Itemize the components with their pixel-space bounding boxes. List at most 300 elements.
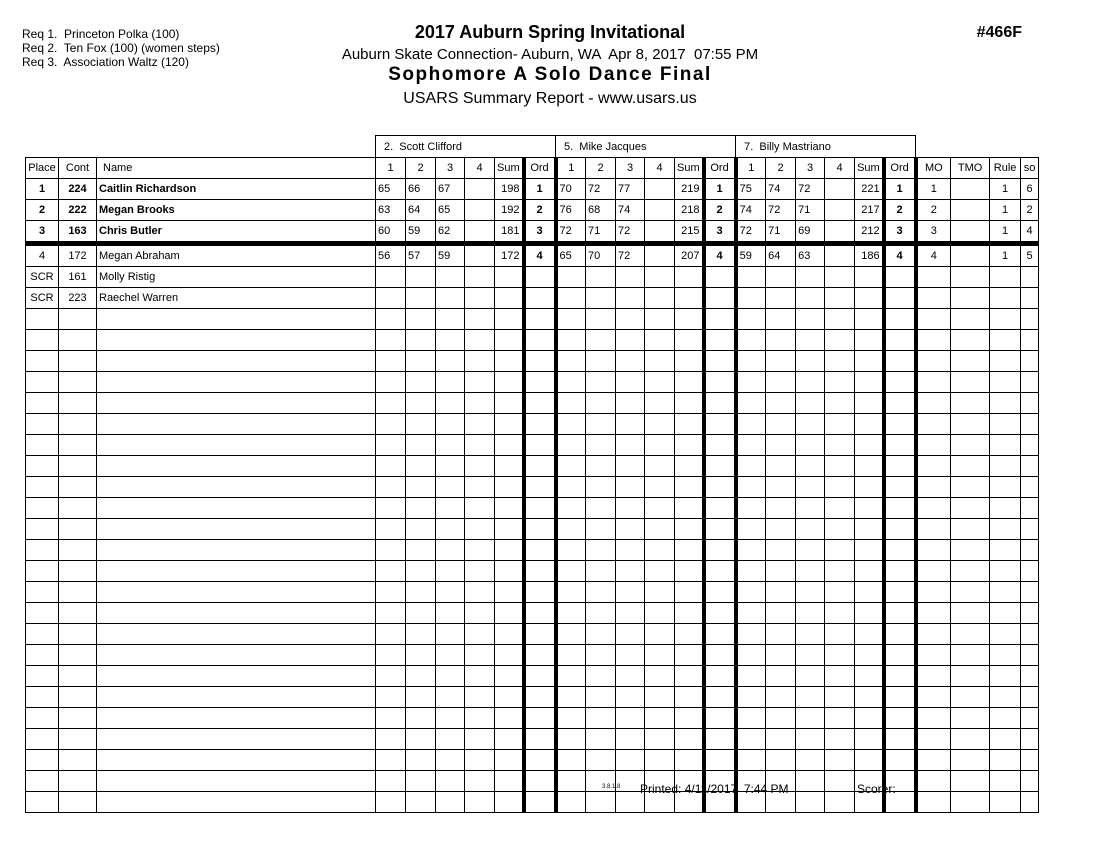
result-row-6 (26, 288, 1039, 309)
tmo-cell (951, 330, 990, 351)
score-cell (736, 435, 766, 456)
score-cell (645, 687, 675, 708)
col-header-judge2-ord: Ord (704, 158, 736, 179)
so-cell (1021, 330, 1039, 351)
ordinal-cell (524, 498, 556, 519)
sum-cell (495, 561, 524, 582)
contestant-number-cell (59, 519, 97, 540)
skater-name-cell (97, 414, 376, 435)
col-header-judge2-4: 4 (645, 158, 675, 179)
so-cell (1021, 288, 1039, 309)
so-cell (1021, 414, 1039, 435)
contestant-number-cell (59, 624, 97, 645)
score-cell (796, 351, 825, 372)
so-cell (1021, 477, 1039, 498)
contestant-number-cell (59, 561, 97, 582)
place-cell (26, 771, 59, 792)
venue-date-line: Auburn Skate Connection- Auburn, WA Apr 8, 2017 07:55 PM (341, 46, 759, 63)
ordinal-cell (524, 372, 556, 393)
sum-cell (855, 372, 884, 393)
score-cell (825, 708, 855, 729)
contestant-number-cell (59, 309, 97, 330)
tmo-cell (951, 244, 990, 267)
tmo-cell (951, 645, 990, 666)
score-cell (645, 498, 675, 519)
score-cell (766, 729, 796, 750)
col-header-judge3-ord: Ord (884, 158, 916, 179)
score-cell (796, 645, 825, 666)
score-cell (556, 771, 586, 792)
skater-name-cell (97, 750, 376, 771)
score-cell (825, 200, 855, 221)
rule-cell (990, 750, 1021, 771)
score-cell (556, 372, 586, 393)
score-cell (825, 687, 855, 708)
score-cell (825, 561, 855, 582)
score-cell (376, 771, 406, 792)
sum-cell: 221 (855, 179, 884, 200)
sum-cell (675, 645, 704, 666)
contestant-number-cell (59, 477, 97, 498)
score-cell (825, 603, 855, 624)
sum-cell: 219 (675, 179, 704, 200)
score-cell (766, 603, 796, 624)
score-cell (616, 267, 645, 288)
contestant-number-cell (59, 666, 97, 687)
score-cell (406, 729, 436, 750)
score-cell (586, 351, 616, 372)
score-cell (406, 771, 436, 792)
empty-row (26, 393, 1039, 414)
score-cell (736, 393, 766, 414)
score-cell (406, 498, 436, 519)
score-cell (645, 393, 675, 414)
judge-row-spacer-right (916, 136, 1039, 158)
sum-cell (495, 309, 524, 330)
sum-cell (855, 330, 884, 351)
score-cell (556, 729, 586, 750)
score-cell (796, 666, 825, 687)
sum-cell (495, 624, 524, 645)
ordinal-cell (704, 372, 736, 393)
ordinal-cell (704, 582, 736, 603)
ordinal-cell (704, 288, 736, 309)
tmo-cell (951, 221, 990, 244)
sum-cell (495, 540, 524, 561)
score-cell (736, 351, 766, 372)
score-cell (645, 582, 675, 603)
score-cell (736, 414, 766, 435)
judge-row-spacer-left (26, 136, 376, 158)
ordinal-cell: 3 (704, 221, 736, 244)
col-header-place: Place (26, 158, 59, 179)
score-cell (766, 750, 796, 771)
score-cell: 59 (406, 221, 436, 244)
score-cell (736, 750, 766, 771)
score-cell (645, 244, 675, 267)
sum-cell (855, 498, 884, 519)
score-cell (766, 666, 796, 687)
ordinal-cell (704, 603, 736, 624)
score-cell (586, 393, 616, 414)
ordinal-cell (704, 393, 736, 414)
score-cell (766, 519, 796, 540)
ordinal-cell (884, 288, 916, 309)
skater-name-cell (97, 435, 376, 456)
mo-cell: 3 (916, 221, 951, 244)
score-cell: 77 (616, 179, 645, 200)
score-cell (616, 666, 645, 687)
score-cell (465, 708, 495, 729)
score-cell (645, 221, 675, 244)
ordinal-cell (524, 792, 556, 813)
score-cell (825, 179, 855, 200)
ordinal-cell: 4 (524, 244, 556, 267)
col-header-judge3-4: 4 (825, 158, 855, 179)
score-cell (556, 309, 586, 330)
sum-cell (675, 603, 704, 624)
mo-cell (916, 372, 951, 393)
score-cell (736, 582, 766, 603)
ordinal-cell (884, 624, 916, 645)
place-cell: 4 (26, 244, 59, 267)
score-cell (766, 456, 796, 477)
contestant-number-cell (59, 540, 97, 561)
sum-cell (495, 477, 524, 498)
so-cell: 5 (1021, 244, 1039, 267)
skater-name-cell: Raechel Warren (97, 288, 376, 309)
score-cell (586, 582, 616, 603)
mo-cell (916, 582, 951, 603)
score-cell (796, 414, 825, 435)
score-cell (736, 540, 766, 561)
tmo-cell (951, 561, 990, 582)
score-cell (556, 624, 586, 645)
score-cell: 69 (796, 221, 825, 244)
score-cell (766, 351, 796, 372)
ordinal-cell (884, 540, 916, 561)
skater-name-cell (97, 582, 376, 603)
score-cell: 72 (736, 221, 766, 244)
ordinal-cell (704, 477, 736, 498)
ordinal-cell (524, 750, 556, 771)
ordinal-cell (524, 729, 556, 750)
col-header-judge1-ord: Ord (524, 158, 556, 179)
score-cell (796, 498, 825, 519)
place-cell (26, 792, 59, 813)
ordinal-cell (524, 645, 556, 666)
sum-cell: 217 (855, 200, 884, 221)
score-cell (616, 624, 645, 645)
sum-cell (675, 666, 704, 687)
score-cell (645, 708, 675, 729)
score-cell (406, 435, 436, 456)
sum-cell (675, 414, 704, 435)
skater-name-cell: Caitlin Richardson (97, 179, 376, 200)
score-cell (766, 372, 796, 393)
tmo-cell (951, 179, 990, 200)
score-cell (556, 351, 586, 372)
score-cell (436, 666, 465, 687)
score-cell (406, 288, 436, 309)
so-cell (1021, 771, 1039, 792)
competition-title: 2017 Auburn Spring Invitational (414, 22, 686, 42)
score-cell (436, 687, 465, 708)
score-cell (436, 771, 465, 792)
score-cell (645, 288, 675, 309)
results-table (25, 135, 1039, 813)
sum-cell (495, 603, 524, 624)
so-cell (1021, 435, 1039, 456)
rule-cell (990, 792, 1021, 813)
skater-name-cell (97, 519, 376, 540)
tmo-cell (951, 687, 990, 708)
score-cell (436, 624, 465, 645)
ordinal-cell (704, 624, 736, 645)
place-cell (26, 645, 59, 666)
mo-cell (916, 624, 951, 645)
sum-cell (675, 456, 704, 477)
score-cell (586, 561, 616, 582)
tmo-cell (951, 540, 990, 561)
place-cell (26, 519, 59, 540)
so-cell (1021, 708, 1039, 729)
sum-cell (675, 750, 704, 771)
score-cell (465, 603, 495, 624)
score-cell (556, 687, 586, 708)
rule-cell (990, 582, 1021, 603)
ordinal-cell (524, 456, 556, 477)
score-cell (586, 330, 616, 351)
tmo-cell (951, 624, 990, 645)
score-cell (616, 393, 645, 414)
so-cell (1021, 750, 1039, 771)
score-cell (645, 372, 675, 393)
so-cell (1021, 540, 1039, 561)
mo-cell (916, 645, 951, 666)
score-cell (465, 200, 495, 221)
score-cell (406, 624, 436, 645)
score-cell (645, 200, 675, 221)
score-cell (436, 645, 465, 666)
so-cell (1021, 456, 1039, 477)
sum-cell (675, 708, 704, 729)
so-cell (1021, 792, 1039, 813)
mo-cell (916, 708, 951, 729)
ordinal-cell (524, 771, 556, 792)
score-cell (465, 582, 495, 603)
score-cell (465, 351, 495, 372)
tmo-cell (951, 666, 990, 687)
place-cell (26, 435, 59, 456)
contestant-number-cell (59, 708, 97, 729)
col-header-judge2-2: 2 (586, 158, 616, 179)
place-cell: 2 (26, 200, 59, 221)
contestant-number-cell (59, 372, 97, 393)
col-header-judge3-sum: Sum (855, 158, 884, 179)
tmo-cell (951, 267, 990, 288)
score-cell (436, 477, 465, 498)
ordinal-cell (704, 351, 736, 372)
skater-name-cell (97, 729, 376, 750)
mo-cell (916, 561, 951, 582)
result-row-4 (26, 244, 1039, 267)
mo-cell (916, 750, 951, 771)
score-cell (406, 309, 436, 330)
sum-cell: 172 (495, 244, 524, 267)
score-cell (436, 750, 465, 771)
score-cell: 71 (586, 221, 616, 244)
score-cell (465, 561, 495, 582)
score-cell (616, 687, 645, 708)
col-header-judge2-1: 1 (556, 158, 586, 179)
score-cell (825, 750, 855, 771)
score-cell (766, 624, 796, 645)
score-cell (586, 645, 616, 666)
score-cell (645, 540, 675, 561)
score-cell (796, 435, 825, 456)
empty-row (26, 582, 1039, 603)
so-cell: 4 (1021, 221, 1039, 244)
score-cell (736, 666, 766, 687)
score-cell: 76 (556, 200, 586, 221)
score-cell (556, 330, 586, 351)
sum-cell (495, 792, 524, 813)
score-cell: 74 (616, 200, 645, 221)
rule-cell (990, 708, 1021, 729)
score-cell (586, 288, 616, 309)
score-cell (556, 435, 586, 456)
rule-cell: 1 (990, 221, 1021, 244)
mo-cell (916, 666, 951, 687)
mo-cell (916, 414, 951, 435)
mo-cell (916, 477, 951, 498)
ordinal-cell (704, 750, 736, 771)
score-cell: 70 (586, 244, 616, 267)
empty-row (26, 750, 1039, 771)
so-cell (1021, 498, 1039, 519)
sum-cell (495, 351, 524, 372)
software-version: 3.8.1.8 (602, 784, 621, 790)
scorer-label: Scorer: (857, 782, 896, 796)
place-cell (26, 582, 59, 603)
sum-cell (495, 393, 524, 414)
score-cell (645, 603, 675, 624)
score-cell (406, 330, 436, 351)
score-cell (736, 645, 766, 666)
ordinal-cell (884, 435, 916, 456)
rule-cell (990, 351, 1021, 372)
tmo-cell (951, 603, 990, 624)
so-cell (1021, 351, 1039, 372)
score-cell (376, 498, 406, 519)
place-cell (26, 540, 59, 561)
requirement-1: Req 1. Princeton Polka (100) (22, 27, 180, 41)
score-cell: 71 (796, 200, 825, 221)
printed-datetime: 4/11/2017 7:44 PM (684, 782, 789, 796)
skater-name-cell (97, 393, 376, 414)
score-cell (465, 519, 495, 540)
score-cell (436, 456, 465, 477)
skater-name-cell (97, 624, 376, 645)
place-cell: 1 (26, 179, 59, 200)
sum-cell (495, 687, 524, 708)
ordinal-cell (884, 414, 916, 435)
rule-cell (990, 288, 1021, 309)
score-cell (465, 771, 495, 792)
place-cell (26, 624, 59, 645)
contestant-number-cell (59, 582, 97, 603)
mo-cell (916, 288, 951, 309)
score-cell (465, 456, 495, 477)
sum-cell (495, 666, 524, 687)
score-cell (825, 477, 855, 498)
contestant-number-cell (59, 414, 97, 435)
score-cell (406, 267, 436, 288)
sum-cell (675, 288, 704, 309)
score-cell (825, 414, 855, 435)
rule-cell (990, 372, 1021, 393)
skater-name-cell: Megan Brooks (97, 200, 376, 221)
so-cell (1021, 666, 1039, 687)
score-cell (616, 708, 645, 729)
mo-cell (916, 456, 951, 477)
ordinal-cell: 2 (884, 200, 916, 221)
ordinal-cell (884, 519, 916, 540)
score-cell: 72 (796, 179, 825, 200)
sum-cell (675, 309, 704, 330)
ordinal-cell: 2 (704, 200, 736, 221)
ordinal-cell (884, 498, 916, 519)
score-cell (645, 309, 675, 330)
tmo-cell (951, 456, 990, 477)
tmo-cell (951, 792, 990, 813)
score-cell (465, 393, 495, 414)
score-cell (766, 582, 796, 603)
tmo-cell (951, 771, 990, 792)
empty-row (26, 351, 1039, 372)
place-cell (26, 414, 59, 435)
contestant-number-cell (59, 645, 97, 666)
score-cell: 62 (436, 221, 465, 244)
score-cell (376, 435, 406, 456)
sum-cell (495, 771, 524, 792)
score-cell (376, 288, 406, 309)
score-cell: 72 (616, 221, 645, 244)
score-cell (556, 561, 586, 582)
skater-name-cell (97, 330, 376, 351)
tmo-cell (951, 519, 990, 540)
rule-cell (990, 330, 1021, 351)
col-header-judge3-2: 2 (766, 158, 796, 179)
mo-cell (916, 351, 951, 372)
contestant-number-cell (59, 498, 97, 519)
score-cell (616, 582, 645, 603)
score-cell (586, 792, 616, 813)
score-cell: 65 (376, 179, 406, 200)
sum-cell (675, 561, 704, 582)
score-cell (465, 750, 495, 771)
sum-cell: 207 (675, 244, 704, 267)
sum-cell (495, 729, 524, 750)
score-cell (796, 561, 825, 582)
score-cell (736, 330, 766, 351)
score-cell (586, 498, 616, 519)
sum-cell (675, 519, 704, 540)
score-cell (645, 351, 675, 372)
skater-name-cell (97, 498, 376, 519)
score-cell (645, 645, 675, 666)
